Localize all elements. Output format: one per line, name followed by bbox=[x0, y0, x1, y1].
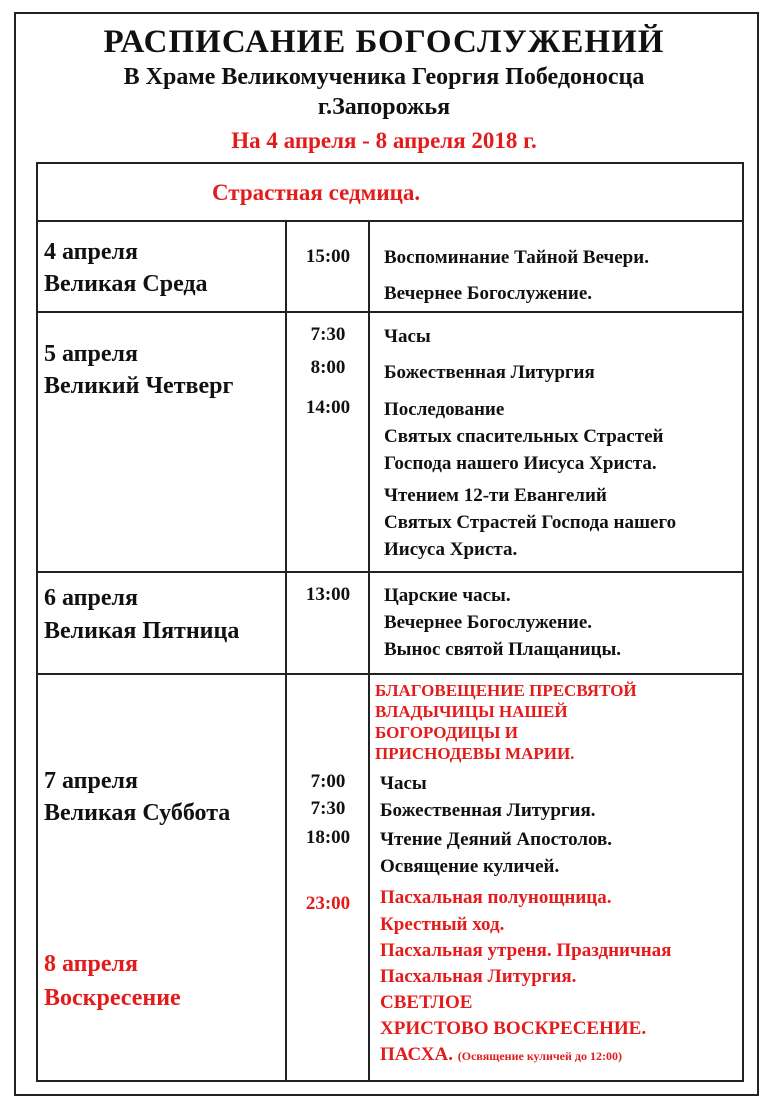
day-date: 5 апреля bbox=[44, 341, 138, 367]
service-item: Пасхальная полунощница. bbox=[380, 887, 612, 908]
church-name: В Храме Великомученика Георгия Победоносца bbox=[123, 64, 645, 90]
table-divider bbox=[36, 311, 744, 313]
table-divider bbox=[36, 673, 744, 675]
service-item: Господа нашего Иисуса Христа. bbox=[384, 453, 657, 474]
service-item: Чтением 12-ти Евангелий bbox=[384, 485, 607, 506]
service-time: 7:30 bbox=[310, 324, 346, 345]
service-time: 13:00 bbox=[305, 584, 351, 605]
day-date: 4 апреля bbox=[44, 239, 138, 265]
service-item: Часы bbox=[384, 326, 431, 347]
service-item: Святых спасительных Страстей bbox=[384, 426, 664, 447]
service-time: 7:00 bbox=[310, 771, 346, 792]
service-time: 14:00 bbox=[305, 397, 351, 418]
feast-title: БЛАГОВЕЩЕНИЕ ПРЕСВЯТОЙ bbox=[375, 681, 637, 700]
day-date: 7 апреля bbox=[44, 768, 138, 794]
service-time: 8:00 bbox=[310, 357, 346, 378]
service-item: Пасхальная Литургия. bbox=[380, 966, 577, 987]
service-time: 7:30 bbox=[310, 798, 346, 819]
day-date: 8 апреля bbox=[44, 951, 138, 977]
page-title: РАСПИСАНИЕ БОГОСЛУЖЕНИЙ bbox=[103, 24, 665, 60]
table-divider bbox=[36, 220, 744, 222]
day-date: 6 апреля bbox=[44, 585, 138, 611]
city-name: г.Запорожья bbox=[317, 94, 451, 120]
service-item: Крестный ход. bbox=[380, 914, 505, 935]
service-time: 23:00 bbox=[305, 893, 351, 914]
service-item: Пасхальная утреня. Праздничная bbox=[380, 940, 672, 961]
service-item: СВЕТЛОЕ bbox=[380, 992, 473, 1013]
day-name: Воскресение bbox=[44, 985, 181, 1011]
day-name: Великая Суббота bbox=[44, 800, 231, 826]
column-divider bbox=[285, 220, 287, 1082]
feast-title: ПРИСНОДЕВЫ МАРИИ. bbox=[375, 744, 575, 763]
date-range: На 4 апреля - 8 апреля 2018 г. bbox=[231, 128, 537, 153]
feast-title: БОГОРОДИЦЫ И bbox=[375, 723, 518, 742]
service-item: Чтение Деяний Апостолов. bbox=[380, 829, 613, 850]
week-title: Страстная седмица. bbox=[212, 180, 421, 205]
service-time: 15:00 bbox=[305, 246, 351, 267]
service-item: Последование bbox=[384, 399, 505, 420]
service-item: Вынос святой Плащаницы. bbox=[384, 639, 622, 660]
table-divider bbox=[36, 571, 744, 573]
service-item: ХРИСТОВО ВОСКРЕСЕНИЕ. bbox=[380, 1018, 647, 1039]
service-item: Вечернее Богослужение. bbox=[384, 612, 593, 633]
service-item: Царские часы. bbox=[384, 585, 511, 606]
service-item: Вечернее Богослужение. bbox=[384, 283, 593, 304]
service-item: Иисуса Христа. bbox=[384, 539, 518, 560]
service-item: Освящение куличей. bbox=[380, 856, 560, 877]
column-divider bbox=[368, 220, 370, 1082]
feast-title: ВЛАДЫЧИЦЫ НАШЕЙ bbox=[375, 702, 568, 721]
service-item: Святых Страстей Господа нашего bbox=[384, 512, 677, 533]
service-time: 18:00 bbox=[305, 827, 351, 848]
service-item: Воспоминание Тайной Вечери. bbox=[384, 247, 649, 268]
day-name: Великая Пятница bbox=[44, 618, 240, 644]
day-name: Великая Среда bbox=[44, 271, 208, 297]
service-item: Божественная Литургия. bbox=[380, 800, 596, 821]
service-item: Божественная Литургия bbox=[384, 362, 595, 383]
blessing-note: (Освящение куличей до 12:00) bbox=[457, 1049, 622, 1063]
day-name: Великий Четверг bbox=[44, 373, 234, 399]
service-item bbox=[380, 1041, 622, 1070]
pascha-label: ПАСХА. bbox=[380, 1044, 453, 1065]
service-item: Часы bbox=[380, 773, 427, 794]
